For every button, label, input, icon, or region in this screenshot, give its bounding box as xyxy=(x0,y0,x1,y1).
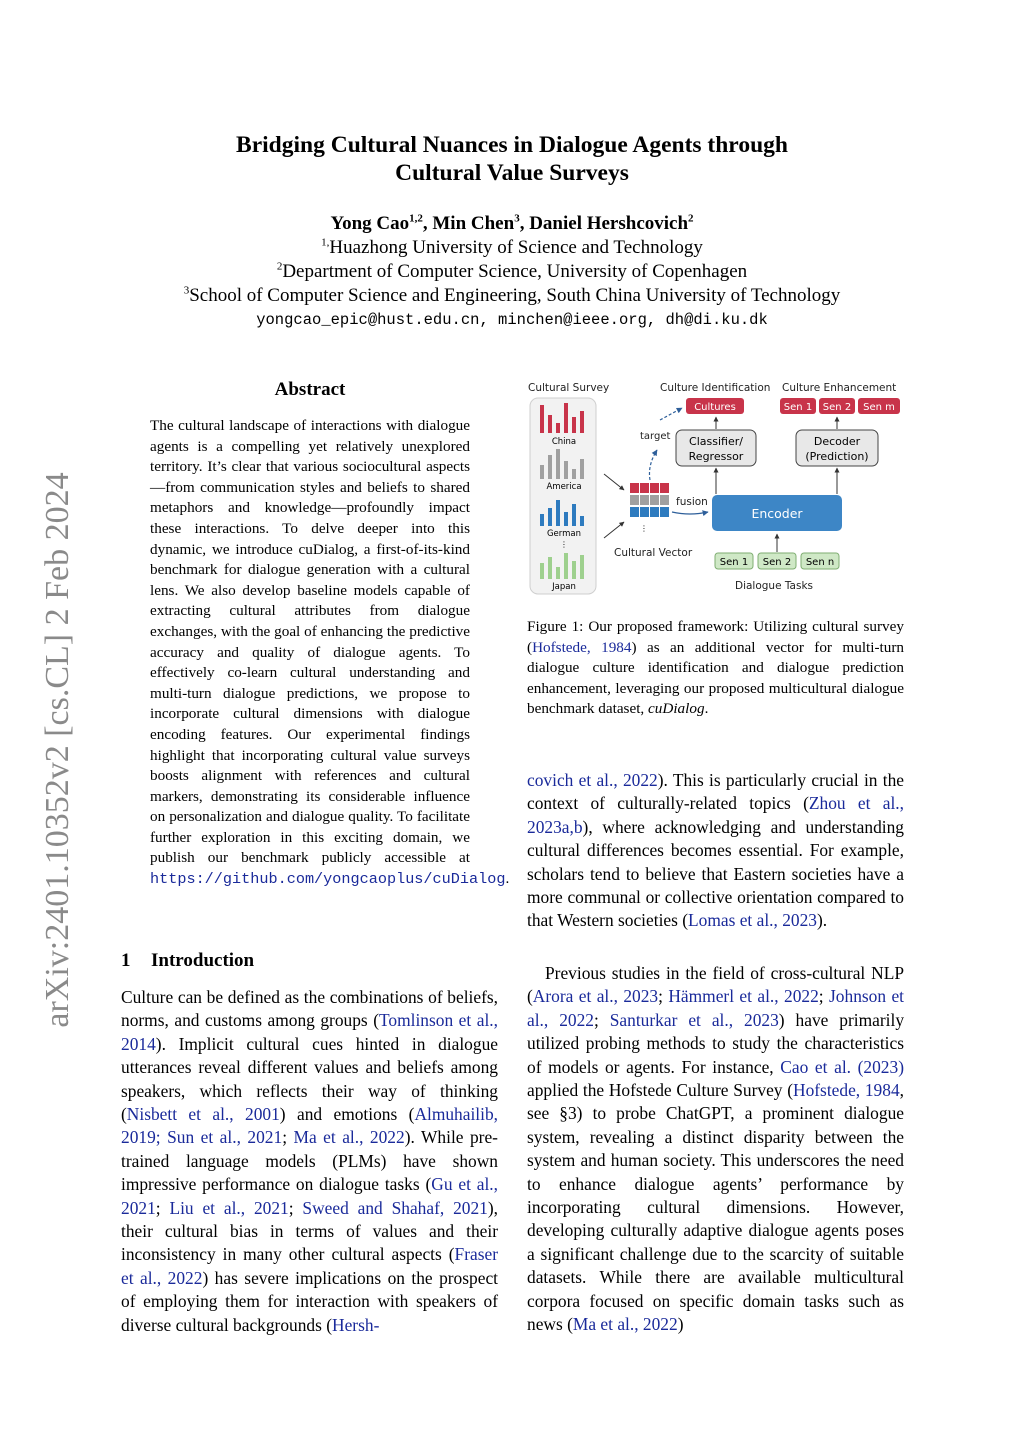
culture-enhancement-label: Culture Enhancement xyxy=(782,382,897,394)
survey-bar xyxy=(580,411,584,433)
decoder-line-1: Decoder xyxy=(813,435,861,448)
caption-end: . xyxy=(704,700,709,718)
survey-bar xyxy=(540,563,544,579)
lc-t3: ) and emotions ( xyxy=(279,1104,415,1125)
sen-in-n-text: Sen n xyxy=(805,557,835,568)
affiliation-2 xyxy=(0,260,1024,284)
author-names: Yong Cao$^{1,2}$, Min Chen$^3$, Daniel Hershcovich$^2$ xyxy=(330,212,694,234)
survey-bar xyxy=(580,555,584,579)
vector-cell xyxy=(660,483,669,493)
aff2-sup: 2 xyxy=(276,260,283,273)
vector-cell xyxy=(640,483,649,493)
lc-cite-8[interactable]: Fraser et al., 2022 xyxy=(121,1244,498,1288)
rt-cite-2[interactable]: Zhou et al., 2023a,b xyxy=(527,793,904,837)
affiliation-3 xyxy=(0,284,1024,308)
figure-caption xyxy=(527,617,904,720)
title-line-2: Cultural Value Surveys xyxy=(395,160,629,186)
survey-bar xyxy=(556,500,560,526)
country-japan: Japan xyxy=(552,582,576,592)
survey-label: Cultural Survey xyxy=(528,382,610,394)
lc-cite-9[interactable]: Hersh- xyxy=(332,1314,380,1335)
caption-rest: ) as an additional vector for multi-turn dialogue culture identification and dialogue prediction enhancement, leveraging our proposed multicultural dialogue benchmark dataset, xyxy=(527,638,904,718)
survey-bar xyxy=(564,512,568,526)
rb-cite-2[interactable]: Hämmerl et al., 2022 xyxy=(668,986,819,1007)
abstract-text: The cultural landscape of interactions with dialogue agents is a compelling yet relatively unexplored territory. It’s clear that various sociocultural aspects—from communication styles and beliefs to shared metaphors and knowledge—profoundly impact these interactions. To delve deeper into this dynamic, we introduce cuDialog, a first-of-its-kind benchmark for dialogue generation with a cultural lens. We also develop baseline models capable of extracting cultural attributes from dialogue exchanges, with the goal of enhancing the predictive accuracy and quality of dialogue agents. To effectively co-learn cultural understanding and multi-turn dialogue predictions, we propose to incorporate cultural dimensions with dialogue encoding features. Our experimental findings highlight that incorporating cultural value surveys boosts alignment with references and cultural markers, demonstrating its considerable influence on personalization and dialogue quality. To facilitate further exploration in this exciting domain, we publish our benchmark publicly accessible at xyxy=(150,417,470,867)
author-2-sup: 3 xyxy=(514,212,520,225)
dialogue-tasks-label: Dialogue Tasks xyxy=(734,580,814,592)
vector-cell xyxy=(650,483,659,493)
rb-t1: Previous studies in the field of cross-cultural NLP ( xyxy=(527,963,904,1007)
caption-cite[interactable]: Hofstede, 1984 xyxy=(532,638,632,656)
author-1: Yong Cao xyxy=(330,213,410,234)
country-america: America xyxy=(546,482,582,492)
repo-link[interactable]: https://github.com/yongcaoplus/cuDialog xyxy=(150,870,506,889)
rb-t4: ; xyxy=(593,1009,610,1030)
survey-bar xyxy=(572,417,576,433)
author-2: Min Chen xyxy=(432,213,515,234)
survey-bar xyxy=(564,553,568,579)
lc-t2: ). Implicit cultural cues hinted in dialogue utterances reveal different values and beliefs among speakers, which reflects their way of thinking ( xyxy=(121,1033,498,1125)
rb-t3: ; xyxy=(818,986,830,1007)
rb-t6: applied the Hofstede Culture Survey ( xyxy=(527,1080,794,1101)
author-block xyxy=(0,212,1024,332)
ellipsis-dots: ⋮ xyxy=(560,540,568,549)
survey-bar xyxy=(540,405,544,433)
survey-bar xyxy=(572,561,576,579)
rt-cite-3[interactable]: Lomas et al., 2023 xyxy=(688,910,817,931)
lc-t6: ; xyxy=(155,1197,170,1218)
rb-cite-3[interactable]: Johnson et al., 2022 xyxy=(527,986,904,1030)
lc-cite-3[interactable]: Almuhailib, 2019; Sun et al., 2021 xyxy=(121,1104,499,1148)
vector-cell xyxy=(650,495,659,505)
intro-right-bottom xyxy=(527,962,904,1337)
rb-cite-6[interactable]: Hofstede, 1984 xyxy=(793,1080,900,1101)
survey-bar xyxy=(548,455,552,479)
author-emails: yongcao_epic@hust.edu.cn, minchen@ieee.org, dh@di.ku.dk xyxy=(256,311,768,329)
target-arrow-2 xyxy=(660,408,682,420)
aff1-text: Huazhong University of Science and Technology xyxy=(329,237,703,258)
vector-cell xyxy=(640,507,649,517)
author-1-sup: 1,2 xyxy=(409,212,423,225)
vector-cell xyxy=(640,495,649,505)
lc-cite-4[interactable]: Ma et al., 2022 xyxy=(293,1127,405,1148)
survey-bar xyxy=(572,469,576,479)
survey-bar xyxy=(572,504,576,526)
abstract-end: . xyxy=(505,870,510,888)
aff3-text: School of Computer Science and Engineering, South China University of Technology xyxy=(189,285,841,306)
vector-cell xyxy=(630,483,639,493)
rt-t1: ). This is particularly crucial in the context of culturally-related topics ( xyxy=(527,770,904,814)
cultural-vector-grid xyxy=(630,483,669,517)
lc-t1: Culture can be defined as the combinations of beliefs, norms, and customs among groups ( xyxy=(121,987,498,1031)
fusion-arrow xyxy=(672,512,708,514)
lc-t5: ). While pre-trained language models (PLMs) have shown impressive performance on dialogue tasks ( xyxy=(121,1127,498,1195)
survey-bar xyxy=(580,459,584,479)
classifier-line-1: Classifier/ xyxy=(689,435,743,448)
lc-cite-7[interactable]: Sweed and Shahaf, 2021 xyxy=(302,1197,488,1218)
country-china: China xyxy=(551,437,577,447)
lc-t9: ) has severe implications on the prospect of employing them for interaction with speakers of diverse cultural backgrounds ( xyxy=(121,1267,498,1335)
rb-t2: ; xyxy=(658,986,669,1007)
vector-cell xyxy=(630,507,639,517)
author-3-sup: 2 xyxy=(688,212,694,225)
survey-bar xyxy=(556,567,560,579)
sen-out-2-text: Sen 2 xyxy=(822,402,852,413)
arxiv-stamp: arXiv:2401.10352v2 [cs.CL] 2 Feb 2024 xyxy=(39,472,76,1028)
vector-cell xyxy=(660,507,669,517)
lc-t4: ; xyxy=(282,1127,294,1148)
author-3: Daniel Hershcovich xyxy=(529,213,689,234)
aff1-sup: 1, xyxy=(321,236,330,249)
vector-cell xyxy=(630,495,639,505)
survey-arrow-2 xyxy=(604,522,624,538)
abstract-body xyxy=(150,416,510,890)
rb-t7: , see §3) to probe ChatGPT, a prominent dialogue system, revealing a distinct disparity between the system and human society. This underscores the need to enhance dialogue agents’ performance by incorporating cultural dimensions. However, developing culturally adaptive dialogue agents poses a significant challenge due to the scarcity of suitable datasets. While there are available multicultural corpora focused on specific domain tasks such as news ( xyxy=(527,1080,904,1335)
vector-cell xyxy=(650,507,659,517)
classifier-line-2: Regressor xyxy=(688,450,744,463)
lc-t7: ; xyxy=(288,1197,303,1218)
encoder-text: Encoder xyxy=(751,506,803,521)
rt-t2: ), where acknowledging and understanding cultural differences becomes essential. For example, scholars tend to believe that Eastern societies have a more communal or collective orientation compared to that Western societies ( xyxy=(527,816,904,931)
paper-title xyxy=(0,131,1024,187)
section-heading xyxy=(121,950,254,972)
survey-bar xyxy=(548,415,552,433)
sen-in-1-text: Sen 1 xyxy=(719,557,749,568)
affiliation-1 xyxy=(0,236,1024,260)
rb-cite-4[interactable]: Santurkar et al., 2023 xyxy=(609,1009,779,1030)
vector-dots: ⋮ xyxy=(640,524,648,533)
caption-italic: cuDialog xyxy=(648,700,705,718)
survey-bar xyxy=(540,514,544,526)
lc-cite-2[interactable]: Nisbett et al., 2001 xyxy=(126,1104,280,1125)
rb-t8: ) xyxy=(677,1314,684,1335)
caption-prefix: Figure 1: Our proposed framework: Utilizing cultural survey ( xyxy=(527,618,904,656)
survey-bar xyxy=(540,465,544,479)
sen-in-2-text: Sen 2 xyxy=(762,557,792,568)
rb-cite-7[interactable]: Ma et al., 2022 xyxy=(572,1314,678,1335)
culture-identification-label: Culture Identification xyxy=(660,382,771,394)
survey-bar xyxy=(564,461,568,479)
cultural-vector-label: Cultural Vector xyxy=(614,547,693,559)
lc-t8: ), their cultural bias in terms of values and their inconsistency in many other cultural aspects ( xyxy=(121,1197,498,1265)
rt-t3: ). xyxy=(816,910,828,931)
fusion-label: fusion xyxy=(676,496,708,508)
sen-out-1-text: Sen 1 xyxy=(783,402,813,413)
survey-bar xyxy=(548,557,552,579)
vector-cell xyxy=(660,495,669,505)
framework-diagram xyxy=(524,376,908,598)
survey-bar xyxy=(556,423,560,433)
aff3-sup: 3 xyxy=(183,284,190,297)
intro-right-top xyxy=(527,769,904,933)
lc-cite-1[interactable]: Tomlinson et al., 2014 xyxy=(121,1010,499,1054)
survey-arrow-1 xyxy=(604,474,624,490)
aff2-text: Department of Computer Science, University of Copenhagen xyxy=(282,261,748,282)
rb-t5: ) have primarily utilized probing methods to study the characteristics of models or agents. For instance, xyxy=(527,1009,905,1077)
intro-left-column xyxy=(121,986,498,1337)
lc-cite-5[interactable]: Gu et al., 2021 xyxy=(121,1174,498,1218)
sen-out-m-text: Sen m xyxy=(863,402,895,413)
abstract-heading: Abstract xyxy=(274,379,346,400)
section-number: 1 xyxy=(121,950,131,971)
lc-cite-6[interactable]: Liu et al., 2021 xyxy=(169,1197,289,1218)
survey-bar xyxy=(556,449,560,479)
target-arrow-1 xyxy=(649,450,657,480)
country-german: German xyxy=(546,529,582,539)
target-label: target xyxy=(640,431,671,442)
survey-panel xyxy=(530,398,596,594)
framework-figure xyxy=(524,376,908,598)
survey-bar xyxy=(548,508,552,526)
decoder-line-2: (Prediction) xyxy=(805,450,869,463)
rb-cite-5[interactable]: Cao et al. (2023) xyxy=(780,1056,904,1077)
rb-cite-1[interactable]: Arora et al., 2023 xyxy=(532,986,659,1007)
title-line-1: Bridging Cultural Nuances in Dialogue Agents through xyxy=(236,132,788,158)
survey-bar xyxy=(564,403,568,433)
cultures-text: Cultures xyxy=(694,402,736,413)
rt-cite-1[interactable]: covich et al., 2022 xyxy=(527,770,658,790)
section-title: Introduction xyxy=(151,950,255,971)
survey-bar xyxy=(580,516,584,526)
